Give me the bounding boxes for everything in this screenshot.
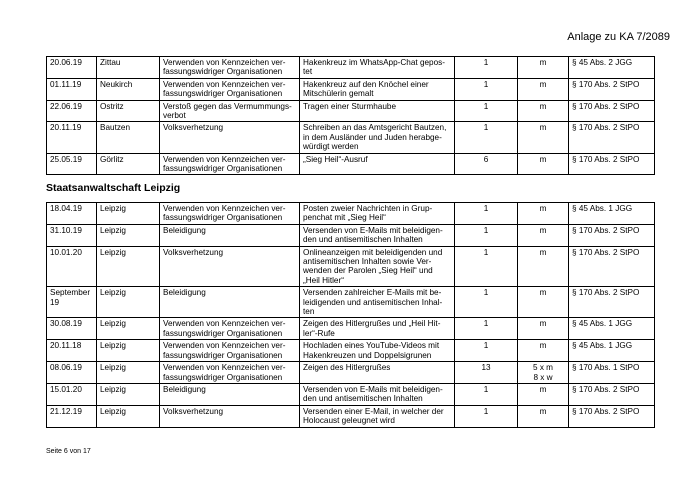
description-cell: Zeigen des Hitlergrußes xyxy=(300,362,455,384)
disposition-cell: § 170 Abs. 2 StPO xyxy=(569,383,655,405)
table-row xyxy=(47,57,655,79)
date-cell: 15.01.20 xyxy=(47,383,97,405)
date-cell: 20.06.19 xyxy=(47,57,97,79)
offense-cell: Verwenden von Kennzeichen ver- fassungswidriger Organisationen xyxy=(160,318,300,340)
description-cell: Zeigen des Hitlergrußes und „Heil Hit- ler“-Rufe xyxy=(300,318,455,340)
count-cell: 1 xyxy=(455,122,518,153)
location-cell: Leipzig xyxy=(97,383,160,405)
offense-cell: Verwenden von Kennzeichen ver- fassungswidriger Organisationen xyxy=(160,362,300,384)
location-cell: Leipzig xyxy=(97,405,160,427)
location-cell: Leipzig xyxy=(97,318,160,340)
disposition-cell: § 170 Abs. 2 StPO xyxy=(569,78,655,100)
date-cell: 25.05.19 xyxy=(47,153,97,175)
offense-cell: Verwenden von Kennzeichen ver- fassungswidriger Organisationen xyxy=(160,203,300,225)
offense-cell: Volksverhetzung xyxy=(160,405,300,427)
table-row xyxy=(47,224,655,246)
disposition-cell: § 170 Abs. 2 StPO xyxy=(569,405,655,427)
table-row xyxy=(47,100,655,122)
section-heading-leipzig: Staatsanwaltschaft Leipzig xyxy=(46,182,181,194)
description-cell: Hakenkreuz im WhatsApp-Chat gepos- tet xyxy=(300,57,455,79)
description-cell: Tragen einer Sturmhaube xyxy=(300,100,455,122)
count-cell: 1 xyxy=(455,383,518,405)
table-row xyxy=(47,318,655,340)
location-cell: Leipzig xyxy=(97,203,160,225)
date-cell: 18.04.19 xyxy=(47,203,97,225)
disposition-cell: § 45 Abs. 1 JGG xyxy=(569,203,655,225)
offense-cell: Verwenden von Kennzeichen ver- fassungswidriger Organisationen xyxy=(160,57,300,79)
offense-cell: Beleidigung xyxy=(160,287,300,318)
table-row xyxy=(47,78,655,100)
table-row xyxy=(47,287,655,318)
table-row xyxy=(47,153,655,175)
table-row xyxy=(47,340,655,362)
disposition-cell: § 170 Abs. 2 StPO xyxy=(569,246,655,287)
location-cell: Bautzen xyxy=(97,122,160,153)
gender-cell: m xyxy=(518,246,569,287)
offense-cell: Volksverhetzung xyxy=(160,122,300,153)
count-cell: 6 xyxy=(455,153,518,175)
disposition-cell: § 45 Abs. 1 JGG xyxy=(569,340,655,362)
table-row xyxy=(47,122,655,153)
description-cell: Schreiben an das Amtsgericht Bautzen, in dem Ausländer und Juden herabge- würdigt werden xyxy=(300,122,455,153)
gender-cell: m xyxy=(518,122,569,153)
date-cell: 21.12.19 xyxy=(47,405,97,427)
gender-cell: m xyxy=(518,340,569,362)
table-row xyxy=(47,203,655,225)
table-row xyxy=(47,246,655,287)
count-cell: 1 xyxy=(455,405,518,427)
date-cell: 22.06.19 xyxy=(47,100,97,122)
location-cell: Leipzig xyxy=(97,362,160,384)
date-cell: 10.01.20 xyxy=(47,246,97,287)
date-cell: 01.11.19 xyxy=(47,78,97,100)
date-cell: 30.08.19 xyxy=(47,318,97,340)
offense-cell: Verwenden von Kennzeichen ver- fassungswidriger Organisationen xyxy=(160,340,300,362)
location-cell: Leipzig xyxy=(97,224,160,246)
disposition-cell: § 170 Abs. 2 StPO xyxy=(569,153,655,175)
table-row xyxy=(47,362,655,384)
description-cell: Versenden von E-Mails mit beleidigen- den und antisemitischen Inhalten xyxy=(300,383,455,405)
disposition-cell: § 170 Abs. 2 StPO xyxy=(569,100,655,122)
gender-cell: 5 x m 8 x w xyxy=(518,362,569,384)
location-cell: Zittau xyxy=(97,57,160,79)
gender-cell: m xyxy=(518,405,569,427)
count-cell: 1 xyxy=(455,340,518,362)
disposition-cell: § 170 Abs. 1 StPO xyxy=(569,362,655,384)
description-cell: Versenden einer E-Mail, in welcher der Holocaust geleugnet wird xyxy=(300,405,455,427)
offense-cell: Beleidigung xyxy=(160,383,300,405)
offense-cell: Verstoß gegen das Vermummungs- verbot xyxy=(160,100,300,122)
count-cell: 1 xyxy=(455,100,518,122)
description-cell: Onlineanzeigen mit beleidigenden und antisemitischen Inhalten sowie Ver- wenden der Parolen „Sieg Heil“ und „Heil Hitler“ xyxy=(300,246,455,287)
description-cell: Versenden zahlreicher E-Mails mit be- leidigenden und antisemitischen Inhal- ten xyxy=(300,287,455,318)
count-cell: 13 xyxy=(455,362,518,384)
disposition-cell: § 170 Abs. 2 StPO xyxy=(569,224,655,246)
location-cell: Görlitz xyxy=(97,153,160,175)
disposition-cell: § 170 Abs. 2 StPO xyxy=(569,122,655,153)
count-cell: 1 xyxy=(455,57,518,79)
gender-cell: m xyxy=(518,287,569,318)
cases-table-bautzen-region xyxy=(46,56,655,175)
location-cell: Leipzig xyxy=(97,340,160,362)
count-cell: 1 xyxy=(455,224,518,246)
location-cell: Leipzig xyxy=(97,246,160,287)
location-cell: Neukirch xyxy=(97,78,160,100)
date-cell: 20.11.18 xyxy=(47,340,97,362)
date-cell: September 19 xyxy=(47,287,97,318)
count-cell: 1 xyxy=(455,246,518,287)
description-cell: Hakenkreuz auf den Knöchel einer Mitschülerin gemalt xyxy=(300,78,455,100)
date-cell: 20.11.19 xyxy=(47,122,97,153)
offense-cell: Verwenden von Kennzeichen ver- fassungswidriger Organisationen xyxy=(160,153,300,175)
count-cell: 1 xyxy=(455,203,518,225)
count-cell: 1 xyxy=(455,78,518,100)
description-cell: Versenden von E-Mails mit beleidigen- den und antisemitischen Inhalten xyxy=(300,224,455,246)
description-cell: „Sieg Heil“-Ausruf xyxy=(300,153,455,175)
gender-cell: m xyxy=(518,100,569,122)
location-cell: Leipzig xyxy=(97,287,160,318)
disposition-cell: § 45 Abs. 1 JGG xyxy=(569,318,655,340)
gender-cell: m xyxy=(518,203,569,225)
count-cell: 1 xyxy=(455,318,518,340)
description-cell: Hochladen eines YouTube-Videos mit Hakenkreuzen und Doppelsigrunen xyxy=(300,340,455,362)
location-cell: Ostritz xyxy=(97,100,160,122)
date-cell: 31.10.19 xyxy=(47,224,97,246)
table-row xyxy=(47,383,655,405)
offense-cell: Volksverhetzung xyxy=(160,246,300,287)
gender-cell: m xyxy=(518,383,569,405)
gender-cell: m xyxy=(518,224,569,246)
gender-cell: m xyxy=(518,78,569,100)
date-cell: 08.06.19 xyxy=(47,362,97,384)
offense-cell: Beleidigung xyxy=(160,224,300,246)
offense-cell: Verwenden von Kennzeichen ver- fassungswidriger Organisationen xyxy=(160,78,300,100)
cases-table-leipzig xyxy=(46,202,655,428)
gender-cell: m xyxy=(518,57,569,79)
disposition-cell: § 45 Abs. 2 JGG xyxy=(569,57,655,79)
count-cell: 1 xyxy=(455,287,518,318)
gender-cell: m xyxy=(518,153,569,175)
document-reference: Anlage zu KA 7/2089 xyxy=(567,31,670,43)
disposition-cell: § 170 Abs. 2 StPO xyxy=(569,287,655,318)
description-cell: Posten zweier Nachrichten in Grup- penchat mit „Sieg Heil“ xyxy=(300,203,455,225)
page-number: Seite 6 von 17 xyxy=(46,448,91,455)
gender-cell: m xyxy=(518,318,569,340)
table-row xyxy=(47,405,655,427)
